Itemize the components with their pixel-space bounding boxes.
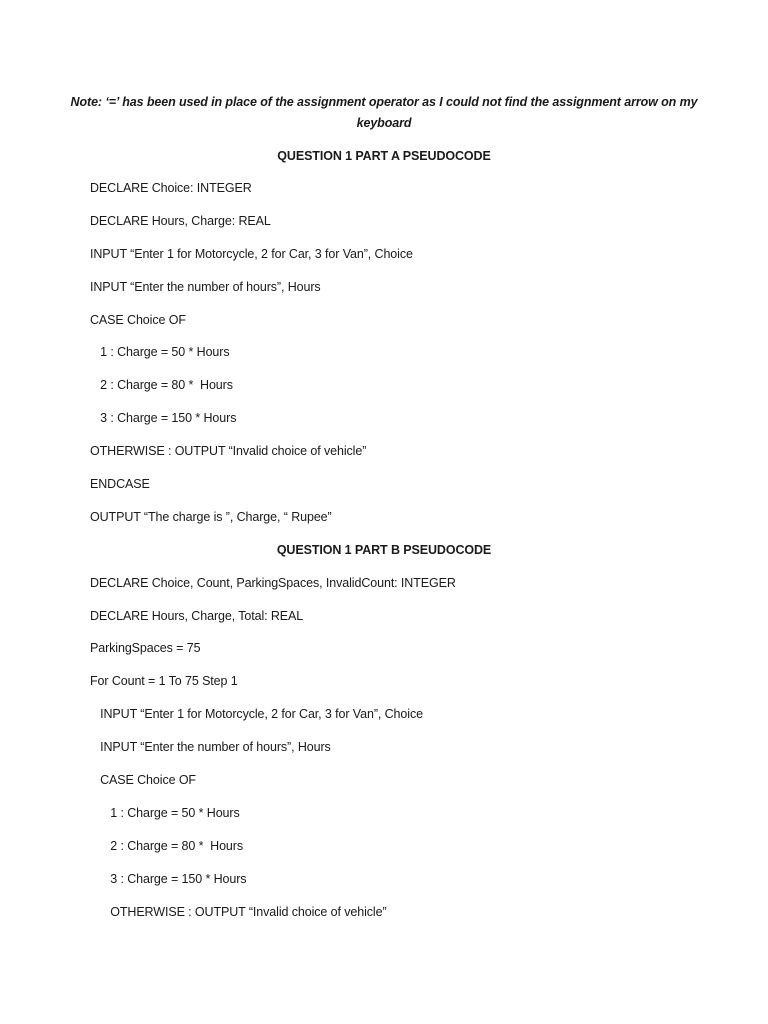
part-b-line: INPUT “Enter the number of hours”, Hours (90, 740, 331, 754)
part-b-line: 1 : Charge = 50 * Hours (90, 806, 240, 820)
part-a-line: OUTPUT “The charge is ”, Charge, “ Rupee” (90, 510, 332, 524)
part-a-line: INPUT “Enter the number of hours”, Hours (90, 280, 321, 294)
part-b-line: For Count = 1 To 75 Step 1 (90, 674, 238, 688)
part-a-line: INPUT “Enter 1 for Motorcycle, 2 for Car, 3 for Van”, Choice (90, 247, 413, 261)
part-b-line: 2 : Charge = 80 * Hours (90, 839, 243, 853)
part-b-line: INPUT “Enter 1 for Motorcycle, 2 for Car, 3 for Van”, Choice (90, 707, 423, 721)
part-a-line: CASE Choice OF (90, 313, 186, 327)
part-a-line: 3 : Charge = 150 * Hours (90, 411, 237, 425)
part-a-line: ENDCASE (90, 477, 150, 491)
part-a-line: DECLARE Choice: INTEGER (90, 181, 252, 195)
part-b-line: 3 : Charge = 150 * Hours (90, 872, 247, 886)
part-b-line: DECLARE Choice, Count, ParkingSpaces, InvalidCount: INTEGER (90, 576, 456, 590)
part-a-line: 2 : Charge = 80 * Hours (90, 378, 233, 392)
assignment-note: Note: ‘=’ has been used in place of the assignment operator as I could not find the assignment arrow on my keyboard (70, 95, 698, 130)
part-a-line: OTHERWISE : OUTPUT “Invalid choice of vehicle” (90, 444, 367, 458)
part-a-heading: QUESTION 1 PART A PSEUDOCODE (277, 149, 491, 163)
part-b-line: OTHERWISE : OUTPUT “Invalid choice of vehicle” (90, 905, 387, 919)
part-a-line: 1 : Charge = 50 * Hours (90, 345, 230, 359)
part-b-heading: QUESTION 1 PART B PSEUDOCODE (276, 543, 492, 557)
part-b-line: DECLARE Hours, Charge, Total: REAL (90, 609, 304, 623)
part-a-line: DECLARE Hours, Charge: REAL (90, 214, 271, 228)
part-b-line: ParkingSpaces = 75 (90, 641, 201, 655)
part-b-line: CASE Choice OF (90, 773, 196, 787)
